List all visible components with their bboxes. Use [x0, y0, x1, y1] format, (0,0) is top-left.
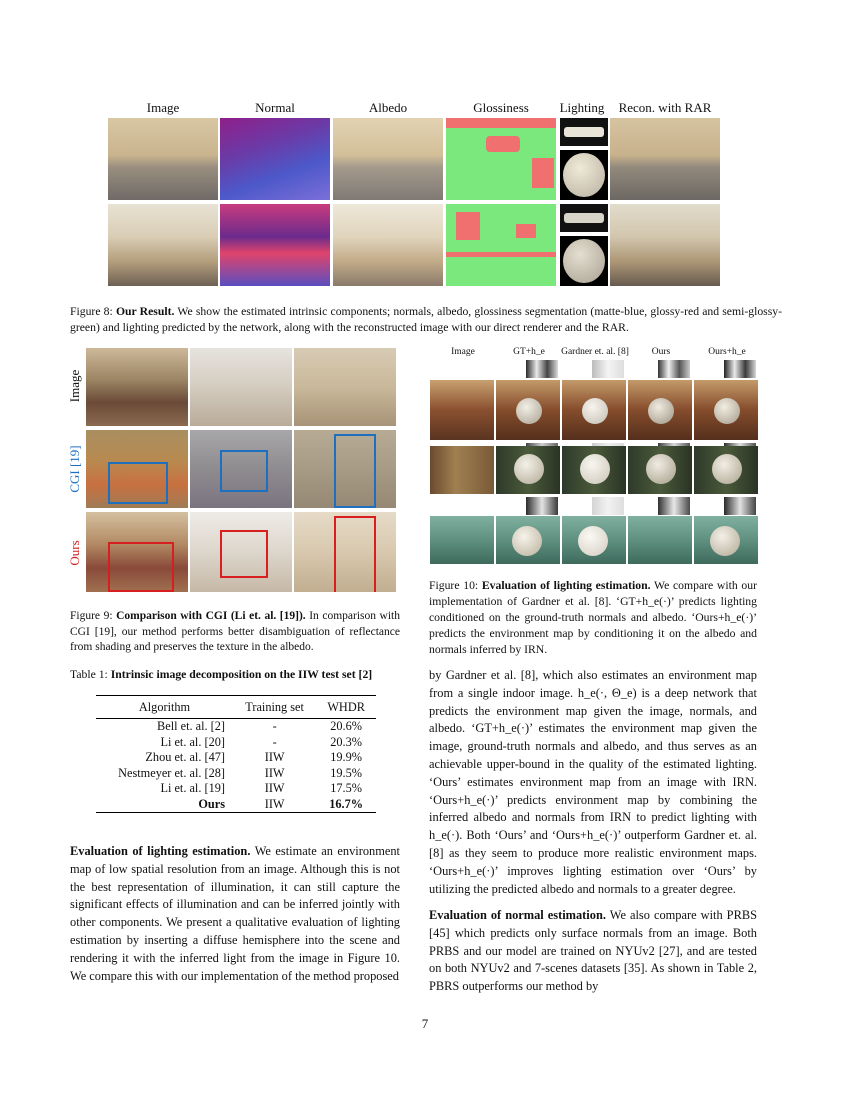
- fig9-bedroom-image: [190, 348, 292, 426]
- table1-caption-label: Table 1:: [70, 668, 108, 681]
- fig9-row-label-cgi: CGI [19]: [67, 445, 82, 493]
- fig10-scene3-ours: [628, 516, 692, 564]
- fig9-caption-bold: Comparison with CGI (Li et. al. [19]).: [116, 610, 306, 622]
- fig8-caption-bold: Our Result.: [115, 305, 175, 318]
- table1-caption-bold: Intrinsic image decomposition on the IIW test set [2]: [110, 668, 373, 681]
- fig10-scene1-image: [430, 380, 494, 440]
- fig9-bathroom-ours: [294, 512, 396, 592]
- table-cell-whdr: 16.7%: [316, 797, 376, 813]
- table1: [96, 695, 376, 813]
- table1-caption: [70, 667, 410, 682]
- fig10-scene2-gt: [496, 446, 560, 494]
- fig10-scene2-ours-he: [694, 446, 758, 494]
- paragraph-lighting: We estimate an environment map of low spatial resolution from an image. Although this is not the best representation of illumination, it can still capture the significant effects of illumination and can be inferred jointly with other components. We present a qualitative evaluation of lighting estimation by inserting a diffuse hemisphere into the scene and rendering it with the inferred light from the image in Figure 10. We compare this with our implementation of the method proposed: [70, 844, 401, 983]
- table-row: [96, 735, 376, 751]
- fig8-lighting-envmap-1: [560, 118, 608, 146]
- right-column-paragraph-1: by Gardner et al. [8], which also estimates an environment map from a single indoor image. h_e(·, Θ_e) is a deep network that predicts the environment map given the image, normals, and albedo. ‘GT+h_e(·)’ estimates the environment map given the image, ground-truth normals and albedo, and thus serves as an achievable upper-bound in the quality of the estimated lighting. ‘Ours’ estimates environment map from an image with IRN. ‘Ours+h_e(·)’ predicts environment map by combining the inferred albedo and normals from IRN to predict lighting with h_e(·). Both ‘Ours’ and ‘Ours+h_e(·)’ outperform Gardner et. al. [8] as they seem to produce more realistic environment maps. ‘Ours+h_e(·)’ improves lighting estimation over ‘Ours’ by utilizing the predicted albedo and normals to a greater degree.: [429, 668, 757, 896]
- fig10-header-image: Image: [451, 347, 475, 357]
- fig10-caption-label: Figure 10:: [429, 579, 479, 592]
- fig8-header-image: Image: [146, 100, 180, 115]
- fig10-scene1-ours-he: [694, 380, 758, 440]
- fig10-envmap-gt-3: [526, 497, 558, 515]
- fig10-envmap-ours-1: [658, 360, 690, 378]
- fig8-header-glossiness: Glossiness: [473, 100, 529, 115]
- fig10-envmap-gardner-3: [592, 497, 624, 515]
- fig8-lighting-envmap-2: [560, 204, 608, 232]
- table-row: [96, 781, 376, 797]
- fig10-scene3-image: [430, 516, 494, 564]
- table-cell-training: IIW: [233, 797, 316, 813]
- fig8-caption-label: Figure 8:: [70, 305, 113, 318]
- fig8-lighting-sphere-2: [560, 236, 608, 286]
- table-cell-training: IIW: [264, 781, 285, 796]
- table-cell-training: -: [272, 719, 277, 734]
- table-cell-whdr: 20.3%: [330, 734, 362, 749]
- fig8-header-albedo: Albedo: [368, 100, 408, 115]
- fig8-kitchen1-glossiness: [446, 118, 556, 200]
- fig9-ours-highlight-box: [108, 542, 174, 592]
- table-cell-algorithm: Nestmeyer et. al. [28]: [118, 765, 225, 780]
- table-cell-algorithm: Bell et. al. [2]: [157, 719, 225, 734]
- fig10-caption-bold: Evaluation of lighting estimation.: [481, 579, 651, 592]
- page-number: 7: [421, 1016, 429, 1031]
- fig8-kitchen2-glossiness: [446, 204, 556, 286]
- fig9-caption-label: Figure 9:: [70, 610, 113, 622]
- fig9-cgi-highlight-box: [220, 450, 268, 492]
- fig9-bathroom-cgi: [294, 430, 396, 508]
- fig10-envmap-ours-he-3: [724, 497, 756, 515]
- table1-col-training-set: Training set: [233, 696, 316, 719]
- fig9-livingroom-ours: [86, 512, 188, 592]
- table-row: [96, 797, 376, 813]
- fig9-bedroom-ours: [190, 512, 292, 592]
- table-cell-whdr: 20.6%: [330, 719, 362, 734]
- fig10-header-gardner: Gardner et. al. [8]: [561, 347, 629, 357]
- fig10-scene3-gt: [496, 516, 560, 564]
- fig8-kitchen1-albedo: [333, 118, 443, 200]
- table-cell-algorithm: Ours: [96, 797, 233, 813]
- fig10-envmap-ours-he-1: [724, 360, 756, 378]
- fig10-scene2-image: [430, 446, 494, 494]
- fig9-ours-highlight-box: [334, 516, 376, 592]
- fig10-scene1-gt: [496, 380, 560, 440]
- fig8-caption: [70, 304, 782, 336]
- fig10-scene3-ours-he: [694, 516, 758, 564]
- paragraph-normals: We also compare with PRBS [45] which predicts only surface normals from an image. Both PRBS and our model are trained on NYUv2 [27], and are tested on both NYUv2 and 7-scenes datasets [35]. As shown in Table 2, PBRS outperforms our method by: [429, 908, 757, 994]
- fig8-kitchen2-recon: [610, 204, 720, 286]
- fig10-envmap-ours-3: [658, 497, 690, 515]
- table-row: [96, 766, 376, 782]
- fig10-header-ours: Ours: [651, 347, 671, 357]
- table-cell-training: IIW: [264, 750, 285, 765]
- section-heading-lighting: Evaluation of lighting estimation.: [70, 844, 251, 858]
- fig9-cgi-highlight-box: [334, 434, 376, 508]
- fig9-row-label-image: Image: [67, 369, 82, 403]
- fig8-kitchen1-image: [108, 118, 218, 200]
- fig10-envmap-gt-1: [526, 360, 558, 378]
- fig8-lighting-sphere-1: [560, 150, 608, 200]
- fig10-caption: [429, 578, 757, 658]
- fig10-caption-text: We compare with our implementation of Gardner et al. [8]. ‘GT+h_e(·)’ predicts lighting conditioned on the ground-truth normals and albedo. ‘Ours+h_e(·)’ predicts the environment map by conditioning it on the albedo and normals inferred by IRN.: [429, 579, 758, 656]
- fig8-kitchen1-recon: [610, 118, 720, 200]
- table-cell-training: IIW: [264, 765, 285, 780]
- table-cell-algorithm: Li et. al. [20]: [160, 734, 225, 749]
- fig10-header-gt: GT+h_e: [513, 347, 545, 357]
- section-heading-normals: Evaluation of normal estimation.: [429, 908, 606, 922]
- fig10-scene2-gardner: [562, 446, 626, 494]
- right-column-paragraph-2: [429, 907, 757, 996]
- fig9-livingroom-image: [86, 348, 188, 426]
- fig10-scene3-gardner: [562, 516, 626, 564]
- fig8-kitchen1-normal: [220, 118, 330, 200]
- fig9-caption: [70, 609, 400, 656]
- fig9-cgi-highlight-box: [108, 462, 168, 504]
- left-column-text: [70, 843, 400, 985]
- fig9-caption-text: In comparison with CGI [19], our method performs better disambiguation of reflectance from shading and preserves the texture in the albedo.: [70, 610, 400, 653]
- fig8-caption-text: We show the estimated intrinsic components; normals, albedo, glossiness segmentation (matte-blue, glossy-red and semi-glossy-green) and lighting predicted by the network, along with the reconstructed image with our direct renderer and the RAR.: [70, 305, 782, 334]
- fig8-header-recon: Recon. with RAR: [618, 100, 712, 115]
- fig10-header-ours-he: Ours+h_e: [708, 347, 746, 357]
- fig9-livingroom-cgi: [86, 430, 188, 508]
- fig10-envmap-gardner-1: [592, 360, 624, 378]
- fig8-kitchen2-albedo: [333, 204, 443, 286]
- table-row: [96, 719, 376, 735]
- table1-col-whdr: WHDR: [316, 696, 376, 719]
- fig9-ours-highlight-box: [220, 530, 268, 578]
- fig8-kitchen2-normal: [220, 204, 330, 286]
- fig8-kitchen2-image: [108, 204, 218, 286]
- fig8-header-lighting: Lighting: [559, 100, 605, 115]
- table1-col-algorithm: Algorithm: [96, 696, 233, 719]
- fig10-scene1-gardner: [562, 380, 626, 440]
- table-cell-training: -: [272, 734, 277, 749]
- fig9-bathroom-image: [294, 348, 396, 426]
- fig10-scene2-ours: [628, 446, 692, 494]
- fig10-scene1-ours: [628, 380, 692, 440]
- table-cell-algorithm: Li et. al. [19]: [160, 781, 225, 796]
- table-cell-whdr: 19.5%: [330, 765, 362, 780]
- fig8-header-normal: Normal: [255, 100, 295, 115]
- table-cell-algorithm: Zhou et. al. [47]: [145, 750, 225, 765]
- table-cell-whdr: 17.5%: [330, 781, 362, 796]
- fig9-bedroom-cgi: [190, 430, 292, 508]
- table-cell-whdr: 19.9%: [330, 750, 362, 765]
- table-row: [96, 750, 376, 766]
- fig9-row-label-ours: Ours: [67, 540, 82, 566]
